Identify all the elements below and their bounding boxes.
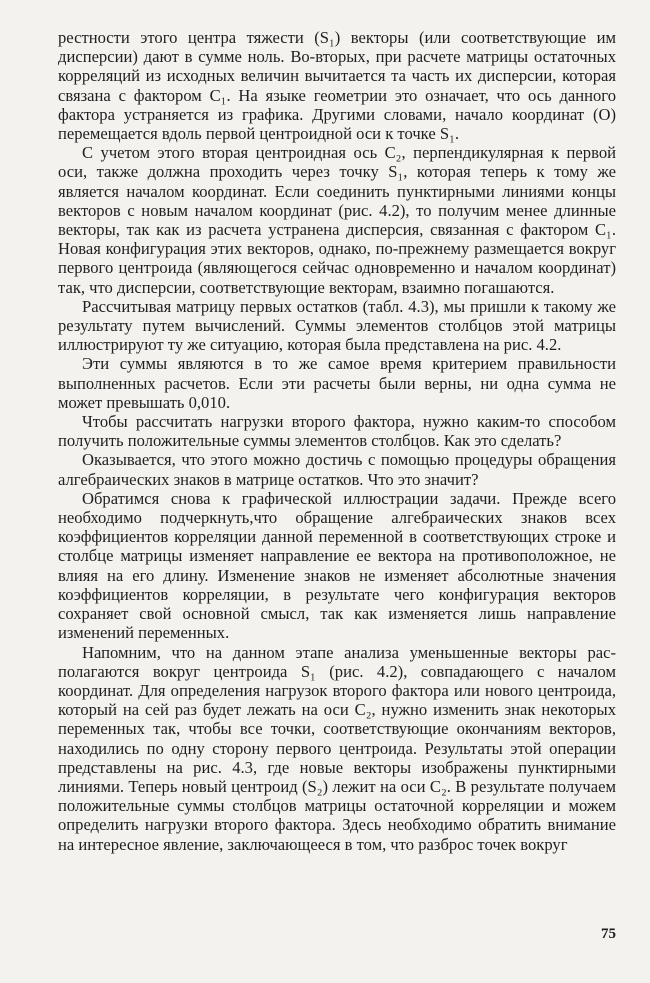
paragraph-1: рестности этого центра тяжести (S₁) векторы (или соответствующие им дисперсии) дают в сумме ноль. Во-вторых, при расчете матрицы остаточных корреляций из исходных величин вычитается та часть их дисперсии, которая связана с фактором C₁. На языке геометрии это означает, что ось данного фактора устраняется из графика. Другими словами, начало координат (O) перемещается вдоль первой центроидной оси к точке S₁. bbox=[58, 28, 616, 144]
page-number: 75 bbox=[601, 926, 616, 942]
paragraph-6: Оказывается, что этого можно достичь с помощью процедуры обращения алгебраических знаков в матрице остатков. Что это значит? bbox=[58, 450, 616, 489]
paragraph-4: Эти суммы являются в то же самое время критерием правильности выполненных расчетов. Если эти расчеты были верны, ни одна сумма не может превышать 0,010. bbox=[58, 354, 616, 412]
paragraph-5: Чтобы рассчитать нагрузки второго фактора, нужно каким-то способом получить положительные суммы элементов столбцов. Как это сделать? bbox=[58, 412, 616, 451]
paragraph-3: Рассчитывая матрицу первых остатков (табл. 4.3), мы пришли к такому же результату путем вычислений. Суммы элементов столбцов этой матрицы иллюстрируют ту же ситуацию, которая была представлена на рис. 4.2. bbox=[58, 296, 616, 355]
paragraph-8: Напомним, что на данном этапе анализа уменьшенные векторы располагаются вокруг центроида S₁ (рис. 4.2), совпадающего с началом координат. Для определения нагрузок второго фактора или нового центроида, который на сей раз будет лежать на оси C₂, нужно изменить знак некоторых переменных так, чтобы все точки, соответствующие окончаниям векторов, находились по одну сторону первого центроида. Результаты этой операции представлены на рис. 4.3, где новые векторы изображены пунктирными линиями. Теперь новый центроид (S₂) лежит на оси C₂. В результате получаем положительные суммы столбцов матрицы остаточной корреляции и можем определить нагрузки второго фактора. Здесь необходимо обратить внимание на интересное явление, заключающееся в том, что разброс точек вокруг bbox=[58, 642, 616, 854]
body-text bbox=[58, 28, 616, 854]
paragraph-2: С учетом этого вторая центроидная ось C₂, перпендикулярная к первой оси, также должна проходить через точку S₁, которая теперь к тому же является началом координат. Если соединить пунктирными линиями концы векторов с новым началом координат (рис. 4.2), то получим менее длинные векторы, так как из расчета устранена дисперсия, связанная с фактором C₁. Новая конфигурация этих векторов, однако, по-прежнему размещается вокруг первого центроида (являющегося сейчас одновременно и началом координат) так, что дисперсии, соответствующие векторам, взаимно погашаются. bbox=[58, 143, 616, 297]
paragraph-7: Обратимся снова к графической иллюстрации задачи. Прежде всего необходимо подчеркнуть,что обращение алгебраических знаков всех коэффициентов корреляции данной переменной в соответствующих строке и столбце матрицы изменяет направление ее вектора на противоположное, не влияя на его длину. Изменение знаков не изменяет абсолютные значения коэффициентов корреляции, в результате чего конфигурация векторов сохраняет свой основной смысл, так как изменяется лишь направление изменений переменных. bbox=[58, 488, 616, 643]
